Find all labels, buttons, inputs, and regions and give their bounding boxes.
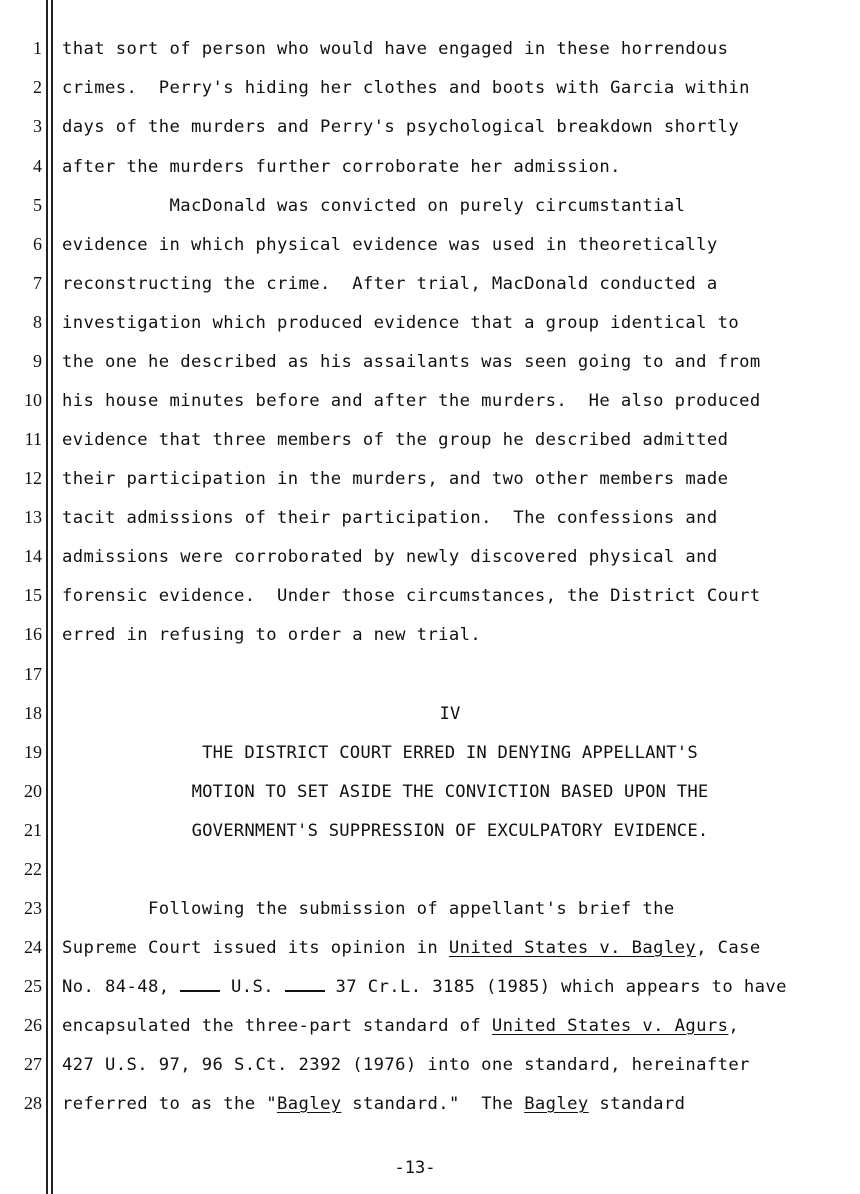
blank-line — [285, 976, 325, 992]
line-number: 28 — [24, 1093, 42, 1113]
text-line: MacDonald was convicted on purely circumstantial — [62, 196, 686, 216]
case-citation: United States v. Bagley — [448, 938, 697, 958]
line-number: 10 — [24, 390, 42, 410]
text-line: days of the murders and Perry's psychological breakdown shortly — [62, 117, 740, 137]
text-run: , — [728, 1016, 740, 1036]
text-line: after the murders further corroborate her admission. — [62, 157, 621, 177]
text-run: U.S. — [220, 977, 285, 997]
blank-line — [180, 976, 220, 992]
line-number: 14 — [24, 546, 42, 566]
text-line — [62, 976, 787, 998]
section-number: IV — [439, 704, 461, 724]
section-heading-line: MOTION TO SET ASIDE THE CONVICTION BASED UPON THE — [191, 782, 709, 802]
line-number: 15 — [24, 585, 42, 605]
text-run: standard." The — [341, 1094, 525, 1114]
line-number: 24 — [24, 937, 42, 957]
text-line: forensic evidence. Under those circumstances, the District Court — [62, 586, 761, 606]
text-run: referred to as the " — [62, 1094, 277, 1114]
section-heading-line: THE DISTRICT COURT ERRED IN DENYING APPELLANT'S — [202, 743, 698, 763]
line-number: 20 — [24, 781, 42, 801]
text-run: encapsulated the three-part standard of — [62, 1016, 492, 1036]
text-line: that sort of person who would have engaged in these horrendous — [62, 39, 729, 59]
line-number: 23 — [24, 898, 42, 918]
case-name: Bagley — [524, 1094, 589, 1114]
text-line — [62, 1093, 685, 1115]
line-number: 27 — [24, 1054, 42, 1074]
text-line: investigation which produced evidence that a group identical to — [62, 313, 740, 333]
text-line: Following the submission of appellant's brief the — [62, 899, 675, 919]
line-number: 4 — [33, 156, 42, 176]
line-number: 5 — [33, 195, 42, 215]
line-number: 7 — [33, 273, 42, 293]
page-number: -13- — [394, 1158, 436, 1178]
margin-rule-left — [46, 0, 48, 1194]
text-line: crimes. Perry's hiding her clothes and boots with Garcia within — [62, 78, 750, 98]
case-citation: United States v. Agurs — [491, 1016, 729, 1036]
line-number: 18 — [24, 703, 42, 723]
text-line — [62, 1015, 739, 1037]
text-line — [62, 937, 761, 959]
text-line: their participation in the murders, and two other members made — [62, 469, 729, 489]
text-line: evidence in which physical evidence was used in theoretically — [62, 235, 718, 255]
line-number: 26 — [24, 1015, 42, 1035]
line-number: 2 — [33, 77, 42, 97]
text-line: tacit admissions of their participation. The confessions and — [62, 508, 718, 528]
text-line: 427 U.S. 97, 96 S.Ct. 2392 (1976) into one standard, hereinafter — [62, 1055, 750, 1075]
line-number: 25 — [24, 976, 42, 996]
text-run: No. 84-48, — [62, 977, 181, 997]
line-number: 8 — [33, 312, 42, 332]
text-line: the one he described as his assailants was seen going to and from — [62, 352, 761, 372]
margin-rule-right — [51, 0, 53, 1194]
text-run: , Case — [696, 938, 761, 958]
text-line: erred in refusing to order a new trial. — [62, 625, 482, 645]
line-number: 16 — [24, 624, 42, 644]
text-run: standard — [588, 1094, 686, 1114]
text-line: his house minutes before and after the murders. He also produced — [62, 391, 761, 411]
case-name: Bagley — [276, 1094, 342, 1114]
text-line: reconstructing the crime. After trial, MacDonald conducted a — [62, 274, 718, 294]
line-number: 13 — [24, 507, 42, 527]
text-run: Supreme Court issued its opinion in — [62, 938, 449, 958]
text-line: evidence that three members of the group he described admitted — [62, 430, 729, 450]
line-number: 1 — [33, 38, 42, 58]
line-number: 11 — [24, 429, 42, 449]
line-number: 21 — [24, 820, 42, 840]
line-number: 19 — [24, 742, 42, 762]
line-number: 9 — [33, 351, 42, 371]
line-number: 17 — [24, 664, 42, 684]
line-number: 22 — [24, 859, 42, 879]
text-run: 37 Cr.L. 3185 (1985) which appears to have — [324, 977, 787, 997]
text-line: admissions were corroborated by newly discovered physical and — [62, 547, 718, 567]
line-number: 12 — [24, 468, 42, 488]
line-number: 3 — [33, 116, 42, 136]
line-number: 6 — [33, 234, 42, 254]
section-heading-line: GOVERNMENT'S SUPPRESSION OF EXCULPATORY EVIDENCE. — [191, 821, 709, 841]
